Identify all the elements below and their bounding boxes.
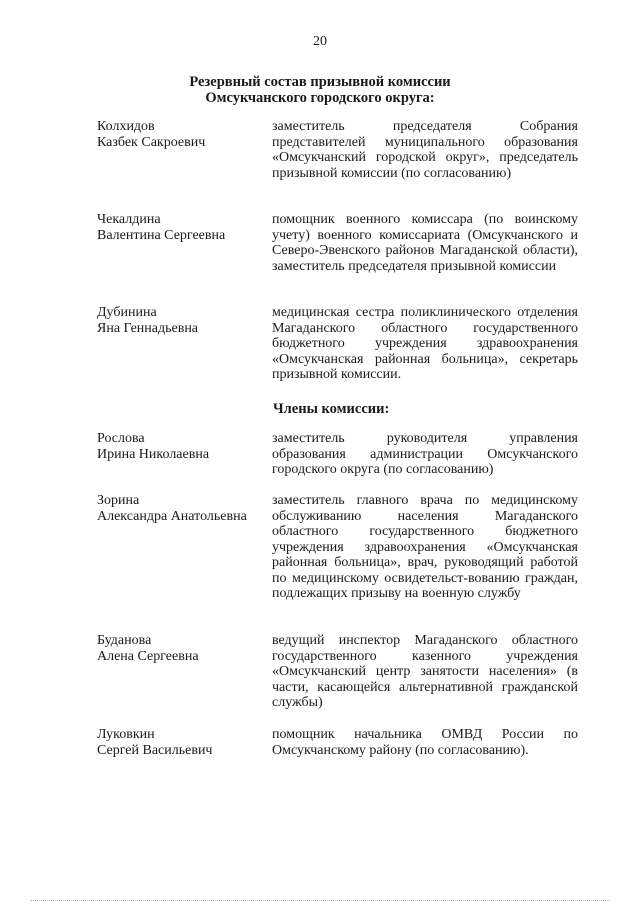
member-role: помощник начальника ОМВД России по Омсукчанскому району (по согласованию). xyxy=(272,727,578,758)
member-role: ведущий инспектор Магаданского областного государственного казенного учреждения «Омсукчанский центр занятости населения» (в части, касающейся альтернативной гражданской службы) xyxy=(272,633,578,710)
member-role: заместитель руководителя управления образования администрации Омсукчанского городского округа (по согласованию) xyxy=(272,431,578,477)
member-role: заместитель главного врача по медицинскому обслуживанию населения Магаданского областного государственного бюджетного учреждения здравоохранения «Омсукчанская районная больница», врач, руководящий работой по медицинскому освидетельст-вованию граждан, подлежащих призыву на военную службу xyxy=(272,493,578,601)
member-given-names: Алена Сергеевна xyxy=(97,648,199,664)
member-given-names: Яна Геннадьевна xyxy=(97,320,199,336)
member-surname: Колхидов xyxy=(97,119,155,134)
member-given-names: Александра Анатольевна xyxy=(97,508,247,524)
member-name xyxy=(97,431,267,462)
member-name xyxy=(97,493,267,524)
member-name xyxy=(97,119,267,150)
member-surname: Луковкин xyxy=(97,727,155,742)
member-given-names: Сергей Васильевич xyxy=(97,742,213,758)
page-number: 20 xyxy=(313,34,327,49)
member-role: медицинская сестра поликлинического отделения Магаданского областного государственного бюджетного учреждения здравоохранения «Омсукчанская районная больница», секретарь призывной комиссии. xyxy=(272,305,578,382)
member-surname: Рослова xyxy=(97,431,145,446)
member-given-names: Казбек Сакроевич xyxy=(97,134,206,150)
member-surname: Чекалдина xyxy=(97,212,161,227)
member-given-names: Валентина Сергеевна xyxy=(97,227,226,243)
members-heading: Члены комиссии: xyxy=(273,401,390,417)
member-surname: Буданова xyxy=(97,633,152,648)
member-name xyxy=(97,212,267,243)
member-name xyxy=(97,305,267,336)
footer-rule xyxy=(30,900,610,901)
member-given-names: Ирина Николаевна xyxy=(97,446,210,462)
member-role: помощник военного комиссара (по воинскому учету) военного комиссариата (Омсукчанского и Северо-Эвенского районов Магаданской области), заместитель председателя призывной комиссии xyxy=(272,212,578,274)
title-line-2: Омсукчанского городского округа: xyxy=(205,90,435,106)
member-name xyxy=(97,727,267,758)
document-title xyxy=(0,74,640,106)
title-line-1: Резервный состав призывной комиссии xyxy=(189,74,451,90)
member-surname: Зорина xyxy=(97,493,140,508)
member-surname: Дубинина xyxy=(97,305,157,320)
member-name xyxy=(97,633,267,664)
member-role: заместитель председателя Собрания представителей муниципального образования «Омсукчанский городской округ», председатель призывной комиссии (по согласованию) xyxy=(272,119,578,181)
